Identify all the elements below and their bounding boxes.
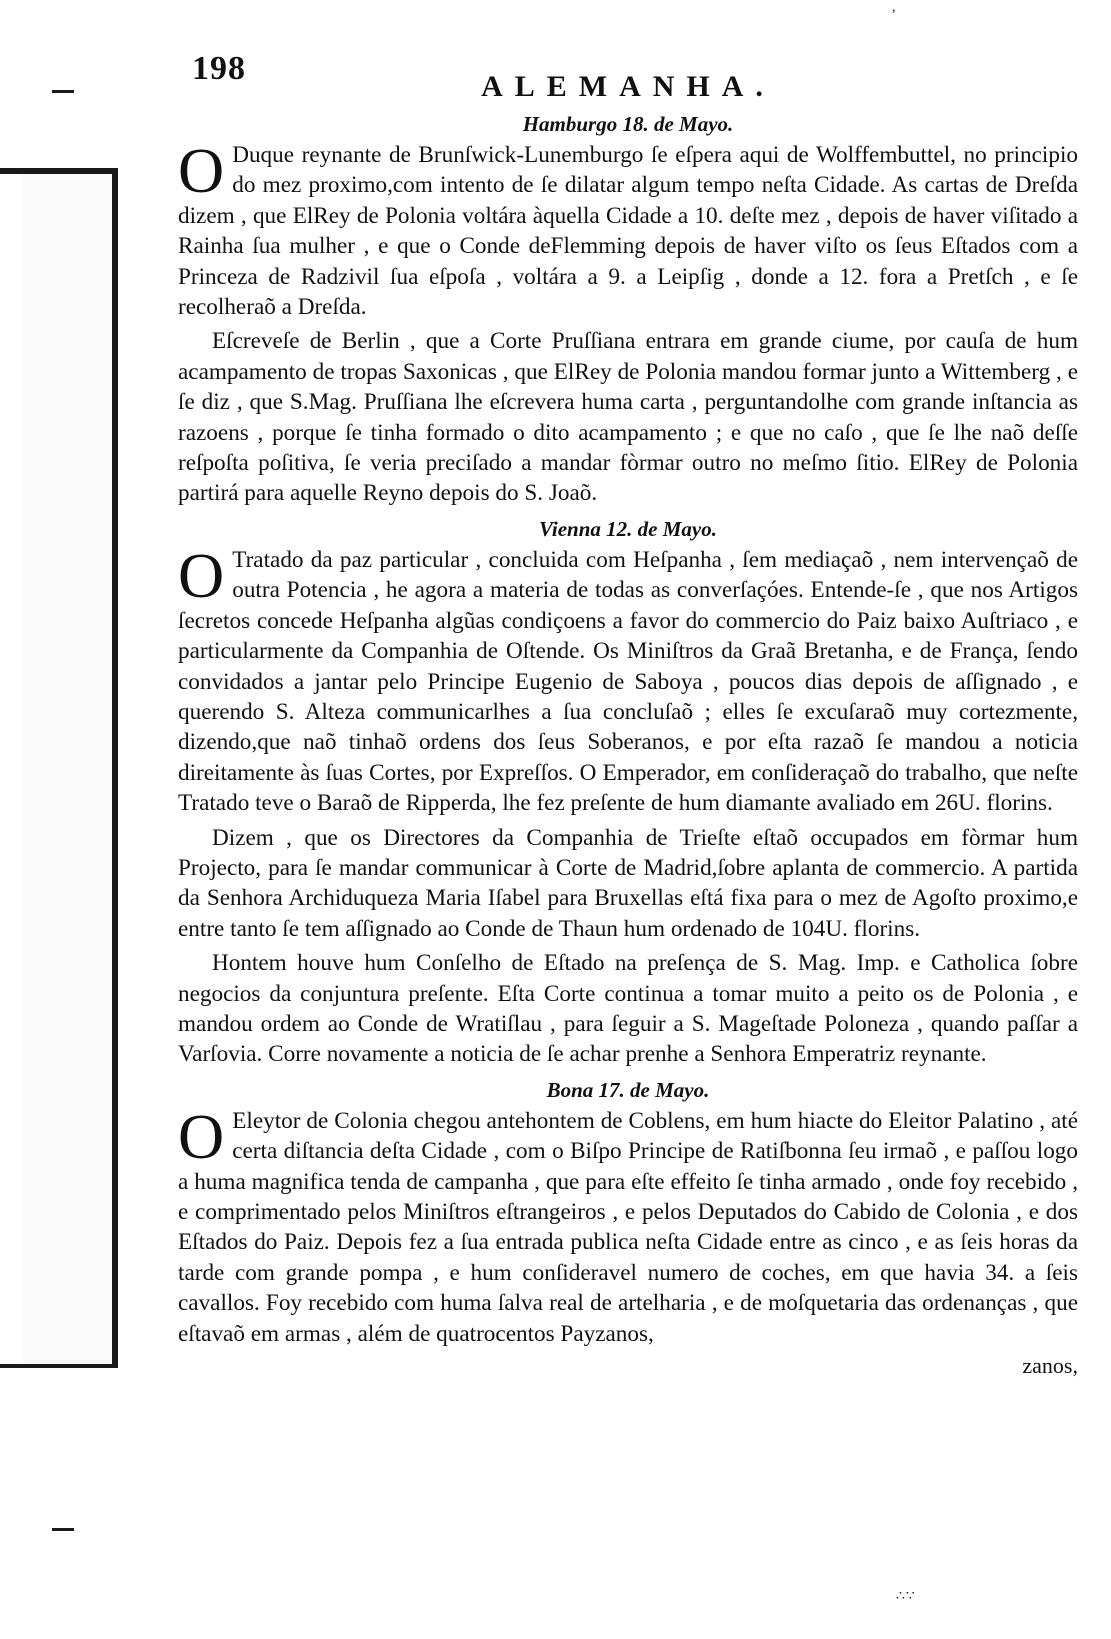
paragraph-text: Dizem , que os Directores da Companhia de Trieſte eſtaõ occupados em fòrmar hum Projecto, para ſe mandar communicar à Corte de Madrid,ſobre aplanta de commercio. A partida da Senhora Archiduqueza Maria Iſabel para Bruxellas eſtá fixa para o mez de Agoſto proximo,e entre tanto ſe tem aſſignado ao Conde de Thaun hum ordenado de 104U. florins. [178, 824, 1078, 942]
page-number: 198 [192, 50, 246, 87]
paragraph-text: Duque reynante de Brunſwick-Lunemburgo ſe eſpera aqui de Wolffembuttel, no principio do mez proximo,com intento de ſe dilatar algum tempo neſta Cidade. As cartas de Dreſda dizem , que ElRey de Polonia voltára àquella Cidade a 10. deſte mez , depois de haver viſitado a Rainha ſua mulher , e que o Conde deFlemming depois de haver viſto os ſeus Eſtados com a Princeza de Radzivil ſua eſpoſa , voltára a 9. a Leipſig , donde a 12. fora a Pretſch , e ſe recolheraõ a Dreſda. [178, 142, 1078, 321]
signature-mark: ∴∵ [896, 1589, 916, 1604]
binding-strip [0, 168, 118, 1368]
margin-mark [52, 90, 74, 93]
page [178, 40, 1078, 1379]
margin-mark [52, 1528, 74, 1531]
paragraph-text: Eſcreveſe de Berlin , que a Corte Pruſſiana entrara em grande ciume, por cauſa de hum acampamento de tropas Saxonicas , que ElRey de Polonia mandou formar junto a Wittemberg , e ſe diz , que S.Mag. Pruſſiana lhe eſcrevera huma carta , perguntandolhe com grande inſtancia as razoens , porque ſe tinha formado o dito acampamento ; e que no caſo , que ſe lhe naõ deſſe reſpoſta poſitiva, ſe veria preciſado a mandar fòrmar outro no meſmo ſitio. ElRey de Polonia partirá para aquelle Reyno depois do S. Joaõ. [178, 328, 1078, 507]
drop-cap: O [178, 539, 225, 611]
dateline: Bona 17. de Mayo. [546, 1077, 710, 1102]
article-vienna [178, 517, 1078, 1070]
paragraph-text: Hontem houve hum Conſelho de Eſtado na preſença de S. Mag. Imp. e Catholica ſobre negocios da conjuntura preſente. Eſta Corte continua a tomar muito a peito os de Polonia , e mandou ordem ao Conde de Wratiſlau , para ſeguir a S. Mageſtade Poloneza , quando paſſar a Varſovia. Corre novamente a noticia de ſe achar prenhe a Senhora Emperatriz reynante. [178, 950, 1078, 1068]
paragraph [178, 1100, 1078, 1349]
section-title: ALEMANHA. [481, 70, 775, 103]
dateline: Hamburgo 18. de Mayo. [522, 112, 734, 136]
paragraph [178, 948, 1078, 1070]
corner-mark: , [892, 0, 896, 15]
article-bona [178, 1078, 1078, 1349]
paragraph [178, 823, 1078, 945]
drop-cap: O [178, 135, 225, 206]
paragraph [178, 135, 1078, 322]
article-hamburgo [178, 112, 1078, 509]
drop-cap: O [178, 1100, 225, 1172]
scan-edge [0, 0, 1111, 8]
catchword: zanos, [1022, 1353, 1078, 1379]
page-header [178, 40, 1078, 104]
paragraph-text: Tratado da paz particular , concluida com Heſpanha , ſem mediaçaõ , nem intervençaõ de outra Potencia , he agora a materia de todas as converſaçóes. Entende-ſe , que nos Artigos ſecretos concede Heſpanha algũas condiçoens a favor do commercio do Paiz baixo Auſtriaco , e particularmente da Companhia de Oſtende. Os Miniſtros da Graã Bretanha, e de França, ſendo convidados a jantar pelo Principe Eugenio de Saboya , poucos dias depois de aſſignado , e querendo S. Alteza communicarlhes a ſua concluſaõ ; elles ſe excuſaraõ muy cortezmente, dizendo,que naõ tinhaõ ordens dos ſeus Soberanos, e por eſta razaõ ſe mandou a noticia direitamente às ſuas Cortes, por Expreſſos. O Emperador, em conſideraçaõ do trabalho, que neſte Tratado teve o Baraõ de Ripperda, lhe fez preſente de hum diamante avaliado em 26U. florins. [178, 546, 1078, 817]
paragraph [178, 539, 1078, 819]
paragraph [178, 326, 1078, 508]
paragraph-text: Eleytor de Colonia chegou antehontem de Coblens, em hum hiacte do Eleitor Palatino , até certa diſtancia deſta Cidade , com o Biſpo Principe de Ratiſbonna ſeu irmaõ , e paſſou logo a huma magnifica tenda de campanha , que para eſte effeito ſe tinha armado , onde foy recebido , e comprimentado pelos Miniſtros eſtrangeiros , e pelos Deputados do Cabido de Colonia , e dos Eſtados do Paiz. Depois fez a ſua entrada publica neſta Cidade entre as cinco , e as ſeis horas da tarde com grande pompa , e hum conſideravel numero de coches, em que havia 34. a ſeis cavallos. Foy recebido com huma ſalva real de artelharia , e de moſquetaria das ordenanças , que eſtavaõ em armas , além de quatrocentos Payzanos, [178, 1107, 1078, 1347]
dateline: Vienna 12. de Mayo. [539, 516, 717, 541]
